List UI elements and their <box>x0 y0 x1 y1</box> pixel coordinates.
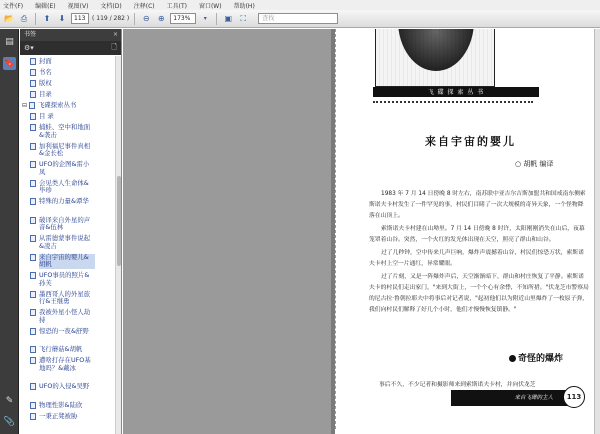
bookmark-icon <box>30 309 36 316</box>
menu-item[interactable]: 帮助(H) <box>233 2 255 10</box>
article-author: ○ 胡帆 编译 <box>515 160 554 168</box>
bookmark-item[interactable] <box>30 198 95 206</box>
bookmark-item[interactable] <box>30 217 95 232</box>
attachment-icon[interactable]: 📎 <box>3 416 16 427</box>
paragraph: 过了几秒钟，空中传来几声巨响，爆炸声震撼着山谷，村民们惊恐万状，索斯诺夫卡村上空一片通红，异常耀眼。 <box>369 250 584 267</box>
bookmark-item[interactable] <box>30 328 95 336</box>
bookmark-item[interactable] <box>30 69 95 77</box>
bookmark-icon <box>30 143 36 150</box>
bookmark-item[interactable] <box>30 346 95 354</box>
bookmark-icon <box>30 113 36 120</box>
bookmark-item[interactable] <box>30 402 95 410</box>
bookmark-icon <box>30 124 36 131</box>
bookmark-item[interactable] <box>30 383 95 391</box>
document-page <box>335 29 594 434</box>
bookmark-label: 飞行蘑菇&胡帆 <box>39 345 83 353</box>
toolbar-divider <box>35 13 36 25</box>
bookmark-label: 版权 <box>39 79 52 87</box>
bookmark-item[interactable] <box>30 291 95 306</box>
bookmark-item[interactable] <box>30 272 95 287</box>
bookmark-item[interactable] <box>30 254 95 269</box>
bookmark-icon <box>30 346 36 353</box>
panel-header <box>20 29 121 41</box>
bookmark-icon <box>30 198 36 205</box>
article-title: 来自宇宙的婴儿 <box>425 135 516 148</box>
print-icon[interactable]: ⎙ <box>20 13 28 23</box>
search-input[interactable]: 查找 <box>258 13 338 24</box>
zoom-dropdown-icon[interactable]: ▾ <box>203 15 207 22</box>
toolbar-divider <box>216 13 217 25</box>
page-number: 113 <box>563 386 585 408</box>
bookmark-label: 破译来自外星的声音&伍林 <box>39 215 91 231</box>
bookmark-icon <box>30 291 36 298</box>
fit-page-icon[interactable]: ▣ <box>224 14 233 23</box>
bookmark-icon <box>30 161 36 168</box>
menu-item[interactable]: 编辑(E) <box>35 2 56 10</box>
bookmark-item[interactable] <box>30 235 95 250</box>
menu-item[interactable]: 视图(V) <box>67 2 89 10</box>
bookmark-label: 特殊的力量&谭华 <box>39 197 89 205</box>
menu-item[interactable]: 文件(F) <box>3 2 24 10</box>
comment-icon[interactable]: ✎ <box>5 395 14 406</box>
page-count-label: ( 119 / 282 ) <box>92 15 130 22</box>
bookmark-item[interactable] <box>30 161 95 176</box>
paragraph: 过了片刻，又是一阵爆炸声后，天空渐渐暗下，群山和村庄恢复了平静。索斯诺夫卡的村民们走出家门，"来到大街上，一个个心有余悸，不知所措。"伏龙芝市警察局的尼古拉·鲁朝拉耶夫中将事后对记者说，"起初他们以为附近山里爆炸了一枚原子弹，我们向村民们解释了好几个小时，他们才慢慢恢复镇静。" <box>369 274 589 313</box>
bookmark-label: 从雷德蒙事件说起&凌吉 <box>39 234 91 250</box>
illustration-texture <box>376 29 494 86</box>
section-heading <box>509 351 563 364</box>
illustration <box>375 29 495 87</box>
bookmark-item[interactable] <box>30 180 95 195</box>
document-viewport <box>123 29 600 434</box>
menu-item[interactable]: 注释(C) <box>133 2 155 10</box>
bookmark-icon <box>30 383 36 390</box>
bookmark-label: 飞碟探索丛书 <box>38 101 77 109</box>
bookmarks-icon[interactable]: 🔖 <box>3 58 16 69</box>
prev-page-icon[interactable]: ⬆ <box>43 14 51 23</box>
page-edge <box>335 29 337 429</box>
bookmarks-panel <box>20 29 122 434</box>
scrollbar-thumb[interactable] <box>117 176 121 266</box>
bookmark-label: 我被外星小怪人劫持 <box>39 308 91 324</box>
bookmark-label: 目 录 <box>39 112 54 120</box>
bookmark-icon <box>30 69 36 76</box>
bookmark-tree <box>20 56 116 434</box>
close-icon[interactable]: × <box>112 31 118 38</box>
bookmark-label: UFO事员的照片&孙芙 <box>39 271 90 287</box>
menu-item[interactable]: 窗口(W) <box>198 2 222 10</box>
bookmark-label: UFO的入侵&吴野 <box>39 382 90 390</box>
bookmark-item[interactable] <box>30 80 95 88</box>
bookmark-label: 书名 <box>39 68 52 76</box>
bookmark-label: 加利福尼事件真相&金长松 <box>39 141 91 157</box>
bookmark-item[interactable] <box>30 413 95 421</box>
bullet-icon <box>509 355 516 362</box>
document-scrollbar[interactable] <box>594 29 600 434</box>
panel-title: 书签 <box>24 31 37 38</box>
bookmark-icon <box>30 357 36 364</box>
bookmark-label: 墨西哥人的外星旅行&王继勇 <box>39 289 91 305</box>
bookmark-label: 目录 <box>39 90 52 98</box>
toolbar <box>0 10 600 28</box>
options-dropdown-icon: ▾ <box>30 44 34 52</box>
bookmark-label: 物理性影&陆欣 <box>39 400 83 409</box>
series-banner: 飞 碟 探 索 丛 书 <box>373 87 539 97</box>
bookmark-label: 来自宇宙的婴儿&胡帆 <box>39 254 95 269</box>
panel-toolbar <box>20 41 121 55</box>
bookmark-item[interactable] <box>30 143 95 158</box>
bookmark-icon <box>30 402 36 409</box>
bookmark-icon <box>30 254 36 261</box>
bookmark-label: 遭啥打存在UFO基地吗？&戴冰 <box>39 356 91 372</box>
bookmark-item[interactable] <box>30 124 95 139</box>
collapse-icon[interactable]: ⊟ <box>22 102 28 109</box>
options-menu-button[interactable]: ⚙▾ <box>24 44 34 52</box>
paragraph: 索斯诺夫卡村建在山坳里。7 月 14 日傍晚 8 时许，太阳刚刚消失在山后，夜幕笼罩着山谷。突然，一个火红的发光体出现在天空，照亮了群山和山谷。 <box>369 226 585 243</box>
section-heading-text: 奇怪的爆炸 <box>518 354 564 364</box>
bookmark-item[interactable] <box>30 113 95 121</box>
bookmark-label: 会见类人生命体&毕珍 <box>39 178 89 194</box>
bookmark-item[interactable] <box>22 102 94 110</box>
zoom-out-icon[interactable]: ⊖ <box>142 14 150 23</box>
article-continuation: 事后不久，不少记者和摄影师来到索斯诺夫卡村，并向伏龙芝 <box>379 382 536 388</box>
bookmark-item[interactable] <box>30 58 95 66</box>
zoom-input[interactable]: 173% <box>170 13 196 24</box>
bookmark-label: UFO的企图&雷小凤 <box>39 160 90 176</box>
dotted-divider <box>373 101 533 103</box>
page-number-input[interactable]: 113 <box>71 13 89 24</box>
bookmark-icon <box>30 217 36 224</box>
bookmark-label: 惊恐的一夜&舒野 <box>39 326 89 335</box>
zoom-in-icon[interactable]: ⊕ <box>157 14 165 23</box>
bookmark-icon <box>29 102 35 109</box>
menu-item[interactable]: 工具(T) <box>166 2 187 10</box>
bookmark-item[interactable] <box>30 91 95 99</box>
bookmark-icon <box>30 80 36 87</box>
bookmark-item[interactable] <box>30 309 95 324</box>
bookmark-icon <box>30 328 36 335</box>
open-icon[interactable]: 📂 <box>4 14 14 23</box>
bookmark-label: 封面 <box>39 57 52 65</box>
pages-icon[interactable]: ▤ <box>5 36 14 47</box>
bookmark-item[interactable] <box>30 357 95 372</box>
menu-bar <box>0 0 600 10</box>
bookmark-icon <box>30 91 36 98</box>
bookmark-label: 捕蛙、空中和地面&袭击 <box>39 123 91 139</box>
bookmark-label: 一秉正凳被胁 <box>39 411 78 420</box>
menu-item[interactable]: 文档(D) <box>100 2 122 10</box>
article-body <box>369 189 589 318</box>
paragraph: 1983 年 7 月 14 日傍晚 8 时左右，南苏联中亚吉尔吉斯加盟共和国戒南东侧索斯诺夫卡村发生了一件罕见的事，村民们目睹了一次大规模的奇异天象，一个怪物降落在山顶上。 <box>369 191 586 219</box>
bookmark-icon <box>30 272 36 279</box>
bookmark-icon <box>30 235 36 242</box>
bookmark-icon <box>30 58 36 65</box>
next-page-icon[interactable]: ⬇ <box>58 14 66 23</box>
fit-width-icon[interactable]: ⛶ <box>240 13 247 23</box>
navigation-strip <box>0 29 19 434</box>
footer-bar: 来自飞碟的主人 <box>451 390 571 406</box>
new-bookmark-icon[interactable]: 🗋 <box>111 42 117 51</box>
bookmark-icon <box>30 413 36 420</box>
panel-scrollbar[interactable] <box>115 56 121 434</box>
bookmark-icon <box>30 180 36 187</box>
toolbar-divider <box>134 13 135 25</box>
